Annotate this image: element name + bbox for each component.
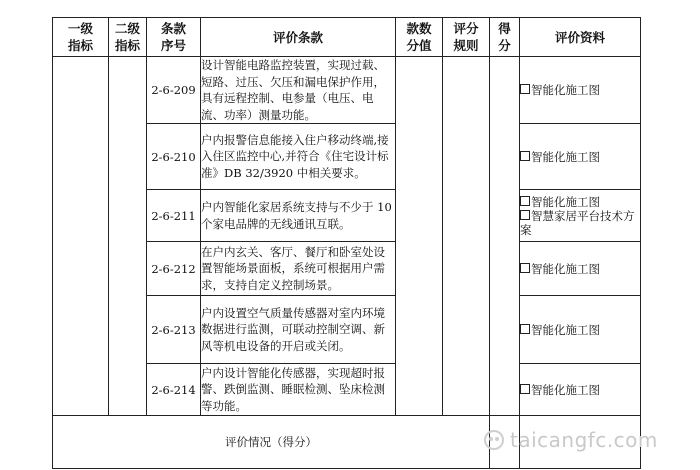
score-cell <box>490 57 520 416</box>
header-points: 款数 分值 <box>396 18 443 57</box>
criteria-text: 设计智能电路监控装置，实现过载、短路、过压、欠压和漏电保护作用，具有远程控制、电参量（电压、电流、功率）测量功能。 <box>201 57 396 124</box>
header-materials: 评价资料 <box>520 18 641 57</box>
clause-code: 2-6-212 <box>147 242 201 296</box>
materials-cell <box>520 57 641 124</box>
checkbox-icon[interactable] <box>520 263 530 273</box>
material-item[interactable]: 智能化施工图 <box>520 383 640 397</box>
criteria-text: 户内设计智能化传感器，实现超时报警、跌倒监测、睡眠检测、坠床检测等功能。 <box>201 364 396 416</box>
checkbox-icon[interactable] <box>520 151 530 161</box>
material-item[interactable]: 智能化施工图 <box>520 262 640 276</box>
checkbox-icon[interactable] <box>520 324 530 334</box>
header-level1: 一级 指标 <box>53 18 109 57</box>
material-item[interactable]: 智能化施工图 <box>520 150 640 164</box>
clause-code: 2-6-209 <box>147 57 201 124</box>
materials-cell <box>520 124 641 190</box>
checkbox-icon[interactable] <box>520 210 530 220</box>
watermark-logo-icon <box>484 430 504 450</box>
clause-code: 2-6-210 <box>147 124 201 190</box>
header-score: 得 分 <box>490 18 520 57</box>
material-item[interactable]: 智慧家居平台技术方案 <box>520 208 635 237</box>
clause-code: 2-6-214 <box>147 364 201 416</box>
criteria-text: 户内报警信息能接入住户移动终端,接入住区监控中心,并符合《住宅设计标准》DB 32/3920 中相关要求。 <box>201 124 396 190</box>
clause-code: 2-6-211 <box>147 190 201 242</box>
materials-cell <box>520 296 641 364</box>
material-item[interactable]: 智能化施工图 <box>520 195 640 209</box>
table-row <box>53 57 641 124</box>
evaluation-summary-label: 评价情况（得分） <box>53 416 490 469</box>
criteria-text: 户内设置空气质量传感器对室内环境数据进行监测，可联动控制空调、新风等机电设备的开启或关闭。 <box>201 296 396 364</box>
materials-cell <box>520 242 641 296</box>
rules-cell <box>443 57 490 416</box>
points-cell <box>396 57 443 416</box>
header-criteria: 评价条款 <box>201 18 396 57</box>
evaluation-table <box>52 17 641 469</box>
checkbox-icon[interactable] <box>520 196 530 206</box>
criteria-text: 在户内玄关、客厅、餐厅和卧室处设置智能场景面板，系统可根据用户需求，支持自定义控制场景。 <box>201 242 396 296</box>
materials-cell <box>520 190 641 242</box>
level2-cell <box>109 57 147 416</box>
header-rules: 评分 规则 <box>443 18 490 57</box>
watermark <box>484 428 658 452</box>
header-row <box>53 18 641 57</box>
checkbox-icon[interactable] <box>520 384 530 394</box>
material-item[interactable]: 智能化施工图 <box>520 323 640 337</box>
materials-cell <box>520 364 641 416</box>
clause-code: 2-6-213 <box>147 296 201 364</box>
checkbox-icon[interactable] <box>520 84 530 94</box>
material-item[interactable]: 智能化施工图 <box>520 83 640 97</box>
header-clause-no: 条款 序号 <box>147 18 201 57</box>
criteria-text: 户内智能化家居系统支持与不少于 10 个家电品牌的无线通讯互联。 <box>201 190 396 242</box>
watermark-text: taicangfc.com <box>510 428 658 452</box>
header-level2: 二级 指标 <box>109 18 147 57</box>
level1-cell <box>53 57 109 416</box>
